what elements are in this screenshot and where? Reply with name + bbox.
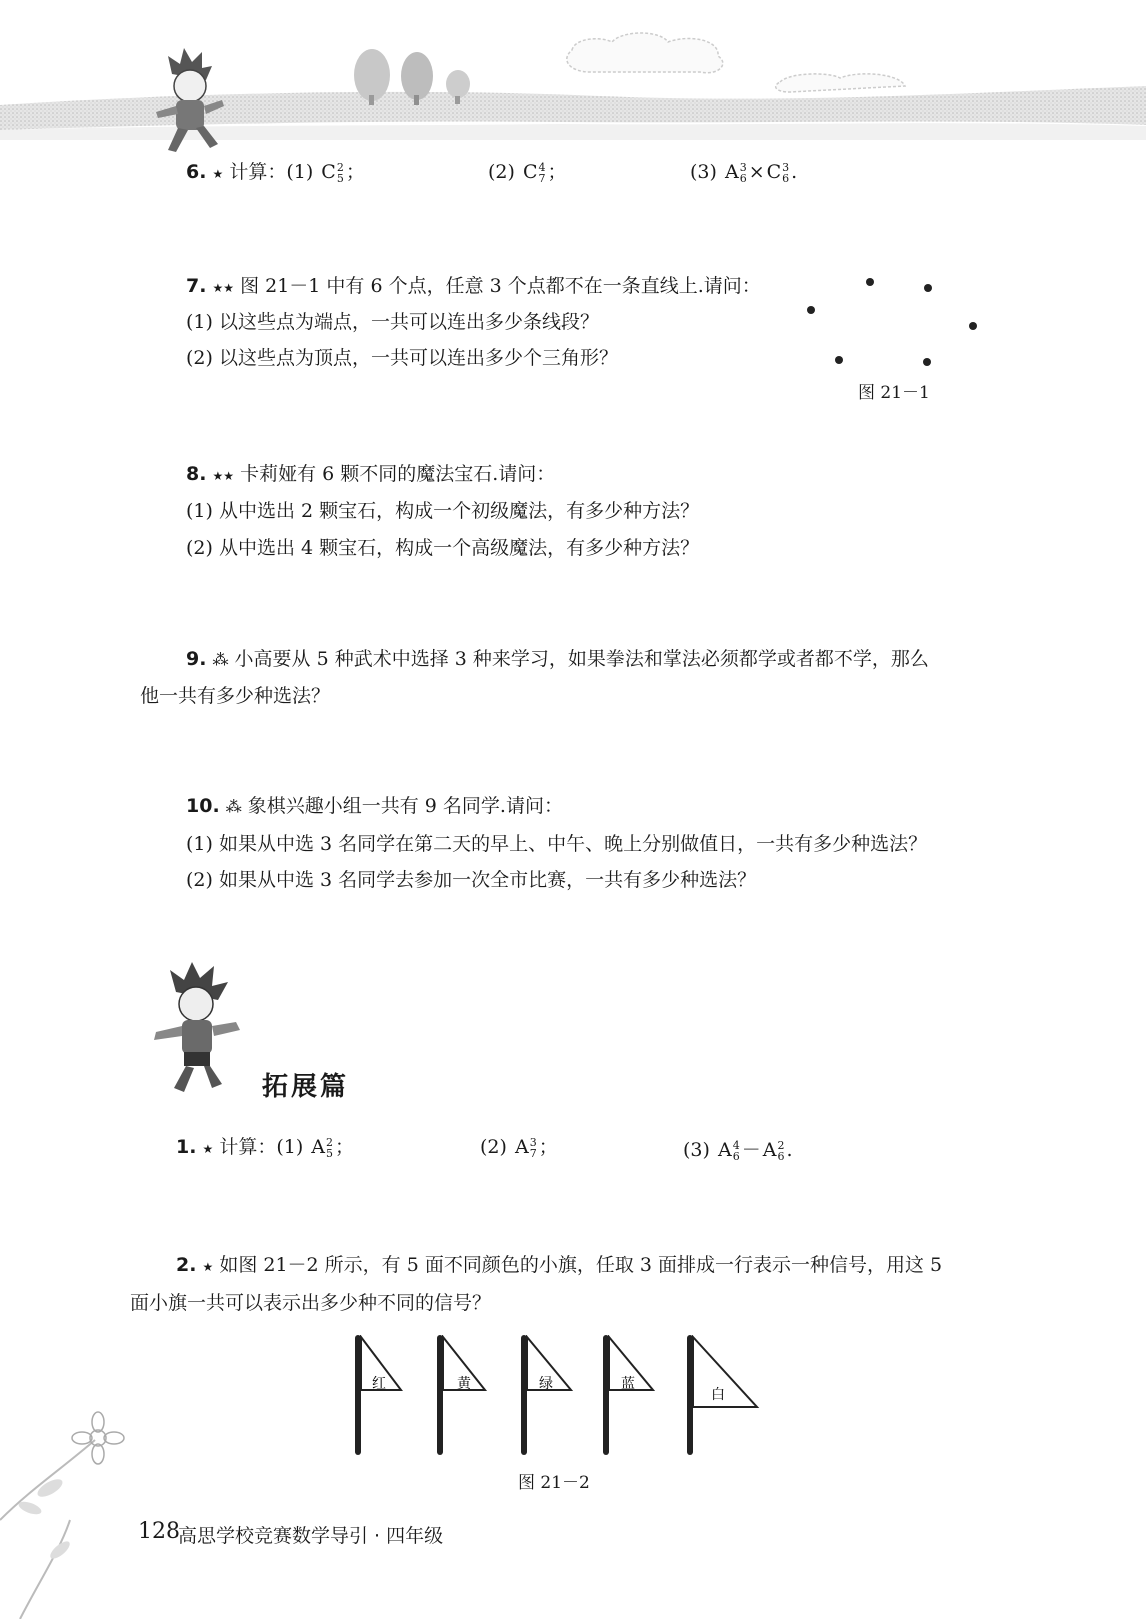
point bbox=[835, 356, 843, 364]
figure-21-1-points bbox=[800, 270, 990, 380]
difficulty-stars: ★ bbox=[212, 167, 224, 181]
question-6-part-3: (3) A 3 6 × C 3 6 . bbox=[690, 158, 797, 186]
difficulty-stars: ★ bbox=[202, 1260, 214, 1274]
math-expression: A 2 5 bbox=[311, 1136, 334, 1160]
question-9-line-2: 他一共有多少种选法？ bbox=[140, 685, 331, 707]
extension-question-1: 1. ★ 计算：(1) A 2 5 ； bbox=[176, 1133, 354, 1163]
flag-red bbox=[355, 1335, 401, 1455]
flag-blue bbox=[603, 1335, 653, 1455]
question-text: 图 21－1 中有 6 个点，任意 3 个点都不在一条直线上.请问： bbox=[240, 275, 761, 297]
question-number: 2. bbox=[176, 1254, 197, 1276]
page-number: 128 bbox=[138, 1519, 180, 1544]
flag-label: 蓝 bbox=[621, 1376, 635, 1392]
flag-label: 绿 bbox=[539, 1376, 553, 1392]
math-expression: A 4 6 bbox=[717, 1139, 740, 1163]
question-9 bbox=[186, 645, 929, 674]
header-illustration bbox=[0, 0, 1146, 170]
question-6-part-2: (2) C 4 7 ； bbox=[488, 158, 567, 186]
question-number: 8. bbox=[186, 463, 207, 485]
flag-label: 黄 bbox=[457, 1376, 471, 1392]
difficulty-stars: ★★ bbox=[212, 281, 235, 295]
difficulty-stars: ★★ bbox=[212, 469, 235, 483]
point bbox=[923, 358, 931, 366]
math-expression: A 3 6 bbox=[724, 161, 747, 185]
question-number: 10. bbox=[186, 795, 220, 817]
point bbox=[924, 284, 932, 292]
flag-label: 白 bbox=[711, 1387, 725, 1403]
question-10-sub-2: (2) 如果从中选 3 名同学去参加一次全市比赛，一共有多少种选法？ bbox=[186, 869, 757, 891]
question-text: 计算：(1) bbox=[219, 1136, 304, 1158]
flag-label: 红 bbox=[372, 1376, 386, 1392]
question-8-sub-2: (2) 从中选出 4 颗宝石，构成一个高级魔法，有多少种方法？ bbox=[186, 537, 700, 559]
question-10-sub-1: (1) 如果从中选 3 名同学在第二天的早上、中午、晚上分别做值日，一共有多少种选法？ bbox=[186, 833, 928, 855]
floral-decoration-icon bbox=[0, 1400, 140, 1619]
question-text: 如图 21－2 所示，有 5 面不同颜色的小旗，任取 3 面排成一行表示一种信号，用这 5 bbox=[219, 1254, 943, 1276]
extension-question-1-part-3: (3) A 4 6 － A 2 6 . bbox=[683, 1136, 793, 1164]
point bbox=[969, 322, 977, 330]
figure-caption: 图 21－1 bbox=[858, 383, 930, 403]
question-text: 象棋兴趣小组一共有 9 名同学.请问： bbox=[247, 795, 563, 817]
flag-white bbox=[687, 1335, 757, 1455]
difficulty-stars: ⁂ bbox=[212, 650, 229, 669]
question-7-sub-2: (2) 以这些点为顶点，一共可以连出多少个三角形？ bbox=[186, 347, 618, 369]
extension-question-2-line-2: 面小旗一共可以表示出多少种不同的信号？ bbox=[130, 1292, 492, 1314]
book-title: 高思学校竞赛数学导引 · 四年级 bbox=[178, 1525, 444, 1547]
figure-caption: 图 21－2 bbox=[518, 1473, 590, 1493]
difficulty-stars: ★ bbox=[202, 1142, 214, 1156]
math-expression: A 3 7 bbox=[514, 1136, 537, 1160]
point bbox=[866, 278, 874, 286]
flag-yellow bbox=[437, 1335, 485, 1455]
question-text: 计算：(1) bbox=[229, 161, 314, 183]
difficulty-stars: ⁂ bbox=[225, 797, 242, 816]
question-text: 小高要从 5 种武术中选择 3 种来学习，如果拳法和掌法必须都学或者都不学，那么 bbox=[234, 648, 929, 670]
flag-green bbox=[521, 1335, 571, 1455]
question-8-sub-1: (1) 从中选出 2 颗宝石，构成一个初级魔法，有多少种方法？ bbox=[186, 500, 700, 522]
question-number: 9. bbox=[186, 648, 207, 670]
question-10 bbox=[186, 792, 563, 821]
question-6: 6. ★ 计算：(1) C 2 5 ； bbox=[186, 158, 365, 188]
point bbox=[807, 306, 815, 314]
question-number: 7. bbox=[186, 275, 207, 297]
figure-21-2-flags bbox=[345, 1335, 775, 1460]
question-7-sub-1: (1) 以这些点为端点，一共可以连出多少条线段？ bbox=[186, 311, 599, 333]
section-character-icon bbox=[148, 962, 248, 1102]
math-expression: C 4 7 bbox=[522, 161, 546, 185]
question-7 bbox=[186, 272, 761, 302]
extension-question-1-part-2: (2) A 3 7 ； bbox=[480, 1133, 558, 1161]
question-number: 1. bbox=[176, 1136, 197, 1158]
question-number: 6. bbox=[186, 161, 207, 183]
extension-question-2 bbox=[176, 1251, 942, 1281]
math-expression: C 2 5 bbox=[321, 161, 344, 185]
question-text: 卡莉娅有 6 颗不同的魔法宝石.请问： bbox=[240, 463, 556, 485]
question-8 bbox=[186, 460, 555, 490]
section-title: 拓展篇 bbox=[262, 1072, 350, 1102]
